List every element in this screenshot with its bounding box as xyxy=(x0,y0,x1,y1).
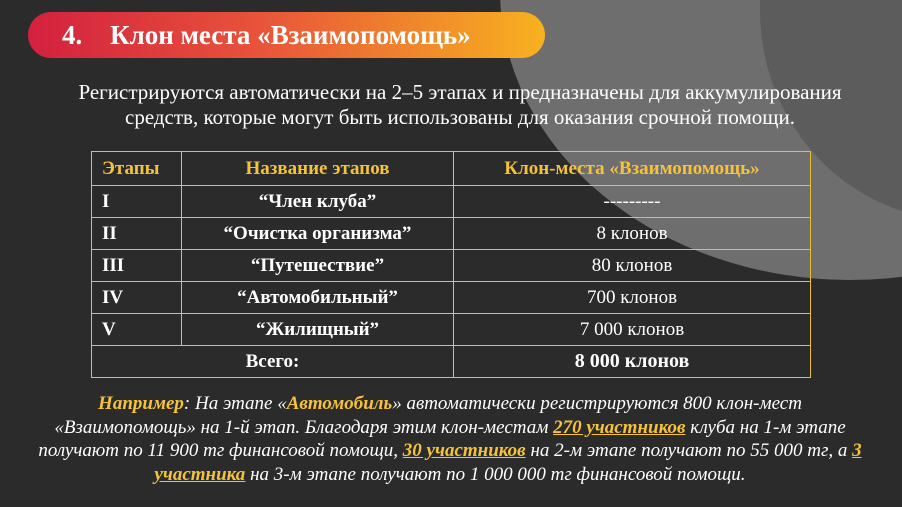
example-text-5: на 3-м этапе получают по 1 000 000 тг финансовой помощи. xyxy=(245,463,746,485)
example-paragraph xyxy=(30,392,870,486)
example-highlight-270: 270 участников xyxy=(553,416,686,438)
intro-line-2: средств, которые могут быть использованы для оказания срочной помощи. xyxy=(125,105,795,129)
slide-title-text: Клон места «Взаимопомощь» xyxy=(110,20,471,50)
total-value: 8 000 клонов xyxy=(454,346,811,378)
table-row xyxy=(92,282,811,314)
clones-cell: 8 клонов xyxy=(454,218,811,250)
example-text-1: : На этапе « xyxy=(183,393,287,414)
example-highlight-3: 3 участника xyxy=(154,440,862,485)
stage-cell: II xyxy=(92,218,182,250)
stage-name-cell: “Очистка организма” xyxy=(182,218,454,250)
stage-cell: III xyxy=(92,250,182,282)
clones-cell: 80 клонов xyxy=(454,250,811,282)
table-row xyxy=(92,250,811,282)
slide-number: 4. xyxy=(62,20,83,50)
example-text-2: » автоматически регистрируются 800 клон-мест «Взаимопомощь» на 1-й этап. Благодаря этим клон-местам xyxy=(54,393,802,438)
example-text-3: клуба на 1-м этапе получают по 11 900 тг финансовой помощи, xyxy=(38,416,846,461)
stages-table xyxy=(91,151,811,378)
intro-text xyxy=(30,80,890,130)
table-row xyxy=(92,186,811,218)
clones-cell: 7 000 клонов xyxy=(454,314,811,346)
slide-title xyxy=(28,12,545,58)
clones-cell: 700 клонов xyxy=(454,282,811,314)
stage-cell: I xyxy=(92,186,182,218)
stage-name-cell: “Автомобильный” xyxy=(182,282,454,314)
stage-cell: IV xyxy=(92,282,182,314)
example-highlight-30: 30 участников xyxy=(402,440,526,461)
header-clone-places: Клон-места «Взаимопомощь» xyxy=(454,152,811,186)
stage-name-cell: “Жилищный” xyxy=(182,314,454,346)
example-label: Например xyxy=(98,393,184,414)
total-label: Всего: xyxy=(92,346,454,378)
stage-name-cell: “Член клуба” xyxy=(182,186,454,218)
clones-cell: --------- xyxy=(454,186,811,218)
header-stage-names: Название этапов xyxy=(182,152,454,186)
table-row xyxy=(92,314,811,346)
stage-name-cell: “Путешествие” xyxy=(182,250,454,282)
table-row xyxy=(92,218,811,250)
stage-cell: V xyxy=(92,314,182,346)
table-header-row xyxy=(92,152,811,186)
intro-line-1: Регистрируются автоматически на 2–5 этапах и предназначены для аккумулирования xyxy=(78,80,842,104)
example-text-4: на 2-м этапе получают по 55 000 тг, а xyxy=(525,440,853,461)
table-total-row xyxy=(92,346,811,378)
example-highlight-auto: Автомобиль xyxy=(286,393,393,414)
header-stages: Этапы xyxy=(92,152,182,186)
